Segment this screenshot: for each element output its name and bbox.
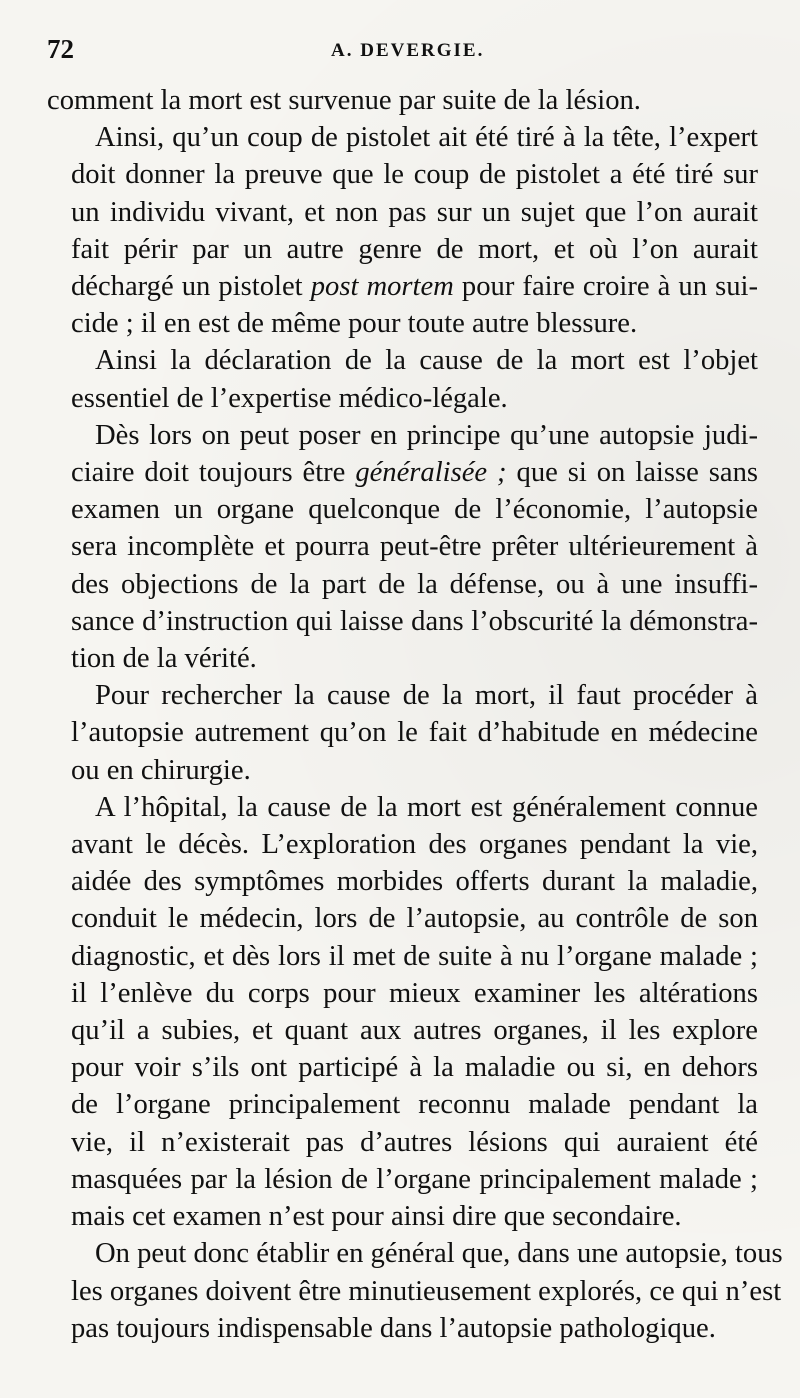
text-line: comment la mort est survenue par suite de la lésion. (47, 85, 641, 116)
paragraph (47, 789, 758, 1235)
text-line: aidée des symptômes morbides offerts durant la maladie, (71, 866, 758, 898)
text-line: pas toujours indispensable dans l’autopsie pathologique. (71, 1312, 716, 1344)
text-line: sance d’instruction qui laisse dans l’obscurité la démonstra- (71, 605, 758, 637)
text-line: les organes doivent être minutieusement explorés, ce qui n’est (71, 1275, 782, 1307)
text-line: tion de la vérité. (71, 643, 257, 675)
italic-phrase: post mortem (310, 271, 454, 303)
paragraph (47, 677, 758, 789)
text-line: doit donner la preuve que le coup de pistolet a été tiré sur (71, 159, 758, 191)
text-line: mais cet examen n’est pour ainsi dire que secondaire. (71, 1201, 682, 1233)
text-line: de l’organe principalement reconnu malade pendant la (71, 1089, 758, 1121)
text-line: masquées par la lésion de l’organe principalement malade ; (71, 1163, 758, 1195)
text-line: sera incomplète et pourra peut-être prêter ultérieurement à (71, 531, 758, 563)
text-line: Ainsi la déclaration de la cause de la mort est l’objet (95, 345, 758, 377)
text-line: fait périr par un autre genre de mort, et où l’on aurait (71, 233, 758, 265)
text-line: il l’enlève du corps pour mieux examiner les altérations (71, 977, 758, 1009)
text-segment: ciaire doit toujours être (71, 457, 356, 489)
text-line: Ainsi, qu’un coup de pistolet ait été tiré à la tête, l’expert (95, 122, 758, 154)
text-line: examen un organe quelconque de l’économie, l’autopsie (71, 494, 758, 526)
text-line: avant le décès. L’exploration des organes pendant la vie, (71, 829, 758, 861)
paragraph (47, 417, 758, 677)
paragraph (47, 1235, 783, 1347)
text-line: Dès lors on peut poser en principe qu’une autopsie judi- (95, 419, 758, 451)
text-line: l’autopsie autrement qu’on le fait d’habitude en médecine (71, 717, 758, 749)
italic-phrase: généralisée ; (355, 457, 507, 489)
running-head: A. DEVERGIE. (331, 40, 485, 61)
text-line: qu’il a subies, et quant aux autres organes, il les explore (71, 1015, 758, 1047)
text-line: des objections de la part de la défense, ou à une insuffi- (71, 568, 758, 600)
paragraph (47, 82, 758, 119)
text-line: A l’hôpital, la cause de la mort est généralement connue (95, 791, 758, 823)
text-line: diagnostic, et dès lors il met de suite à nu l’organe malade ; (71, 940, 758, 972)
text-segment: que si on laisse sans (506, 457, 758, 489)
text-line: vie, il n’existerait pas d’autres lésions qui auraient été (71, 1126, 758, 1158)
text-line: pour voir s’ils ont participé à la maladie ou si, en dehors (71, 1052, 758, 1084)
text-line (47, 268, 758, 305)
text-line: essentiel de l’expertise médico-légale. (71, 382, 508, 414)
paragraph (47, 119, 758, 342)
text-line: ou en chirurgie. (71, 754, 251, 786)
text-segment: pour faire croire à un sui- (453, 271, 758, 303)
text-line: un individu vivant, et non pas sur un sujet que l’on aurait (71, 196, 758, 228)
text-line: On peut donc établir en général que, dans une autopsie, tous (95, 1238, 783, 1270)
body-text (47, 82, 783, 1347)
text-line (47, 454, 758, 491)
text-line: Pour rechercher la cause de la mort, il faut procéder à (95, 680, 758, 712)
text-line: conduit le médecin, lors de l’autopsie, au contrôle de son (71, 903, 758, 935)
paragraph (47, 342, 758, 416)
text-line: cide ; il en est de même pour toute autre blessure. (71, 308, 638, 340)
text-segment: déchargé un pistolet (71, 271, 311, 303)
page-number: 72 (47, 34, 74, 64)
page-header (47, 34, 758, 82)
